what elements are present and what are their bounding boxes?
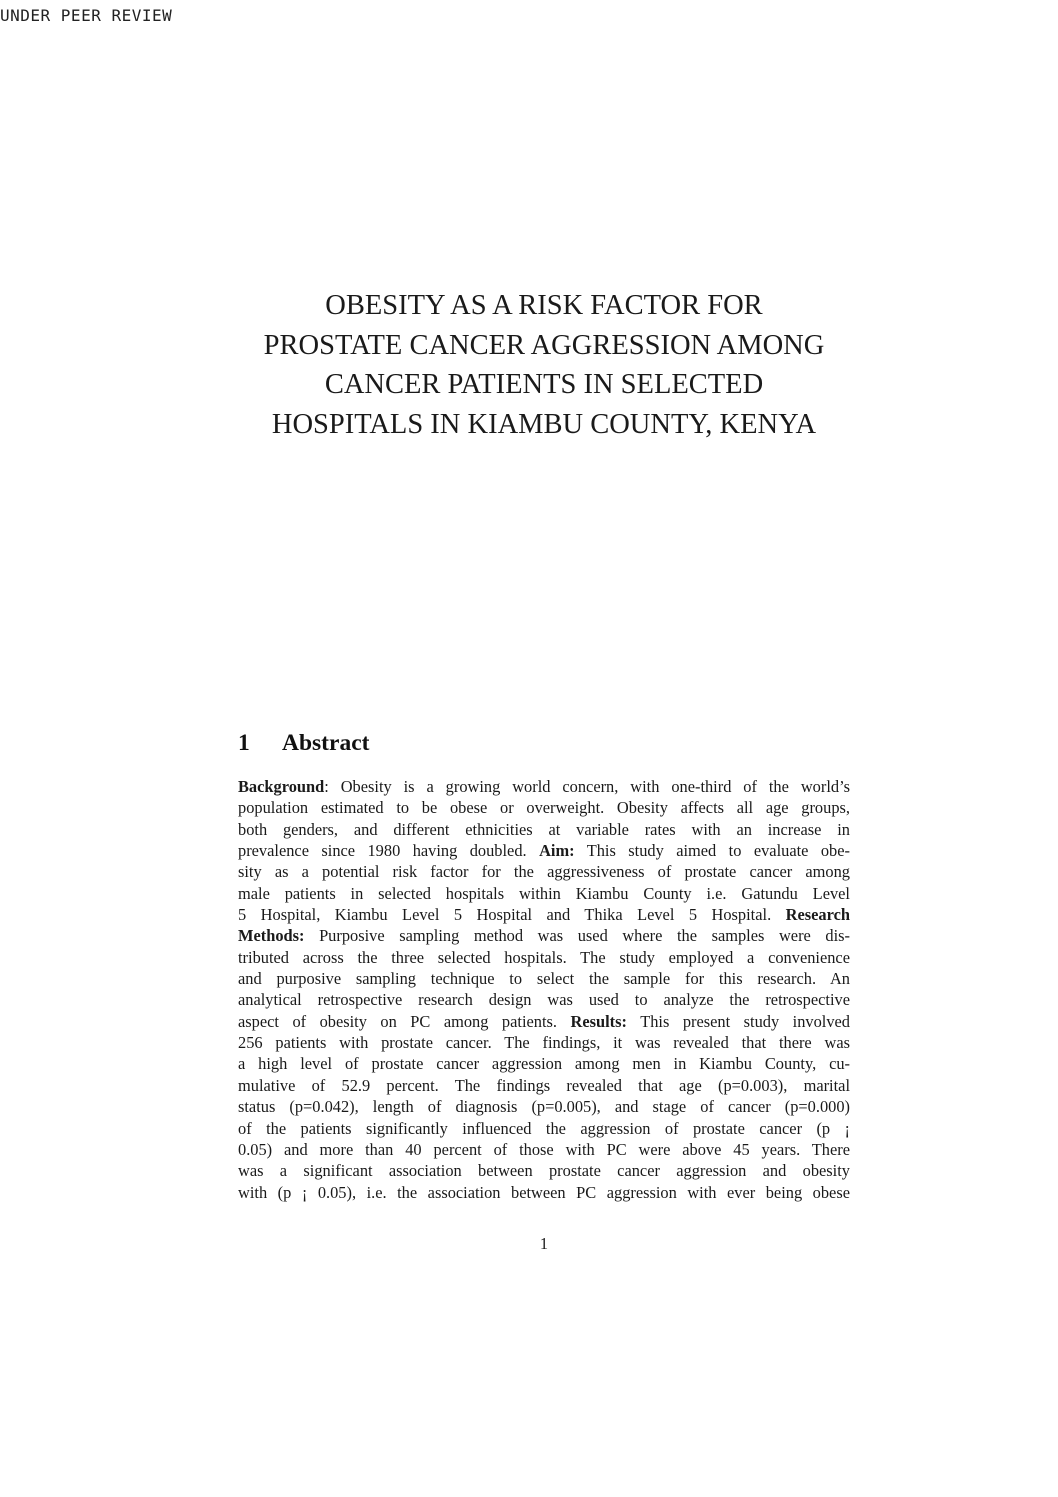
abstract-line: and purposive sampling technique to select the sample for this research. An [238,969,850,989]
label-background: Background [238,777,325,796]
section-number: 1 [238,730,250,756]
abstract-line [238,1011,850,1032]
abstract-line: was a significant association between prostate cancer aggression and obesity [238,1161,850,1181]
page-number: 1 [539,1234,549,1253]
abstract-text: This present study involved [640,1011,850,1031]
abstract-line: status (p=0.042), length of diagnosis (p=0.005), and stage of cancer (p=0.000) [238,1097,850,1117]
abstract-line [238,776,850,797]
abstract-line: sity as a potential risk factor for the aggressiveness of prostate cancer among [238,862,850,882]
abstract-text: This study aimed to evaluate obe- [586,841,850,861]
abstract-text: Purposive sampling method was used where the samples were dis- [319,926,850,946]
abstract-text: prevalence since 1980 having doubled. [238,841,527,861]
abstract-line: mulative of 52.9 percent. The findings revealed that age (p=0.003), marital [238,1075,850,1095]
abstract-heading [238,730,369,757]
abstract-line: 256 patients with prostate cancer. The findings, it was revealed that there was [238,1033,850,1053]
label-results: Results: [570,1011,627,1031]
abstract-text: 5 Hospital, Kiambu Level 5 Hospital and Thika Level 5 Hospital. [238,905,772,925]
label-research: Research [785,905,850,925]
title-line-1: OBESITY AS A RISK FACTOR FOR [325,290,763,321]
abstract-line: population estimated to be obese or overweight. Obesity affects all age groups, [238,798,850,818]
section-title: Abstract [282,730,370,756]
title-line-3: CANCER PATIENTS IN SELECTED [324,369,764,400]
abstract-line [238,840,850,861]
abstract-line: tributed across the three selected hospitals. The study employed a convenience [238,947,850,967]
abstract-text: : Obesity is a growing world concern, with one-third of the world’s [324,777,850,796]
abstract-line: a high level of prostate cancer aggression among men in Kiambu County, cu- [238,1054,850,1074]
title-line-4: HOSPITALS IN KIAMBU COUNTY, KENYA [271,408,817,440]
abstract-line [238,925,850,946]
label-methods: Methods: [238,926,305,946]
abstract-line: male patients in selected hospitals within Kiambu County i.e. Gatundu Level [238,883,850,903]
abstract-text: aspect of obesity on PC among patients. [238,1011,558,1031]
abstract-line: analytical retrospective research design was used to analyze the retrospective [238,990,850,1010]
abstract-line: of the patients significantly influenced the aggression of prostate cancer (p ¡ [238,1118,850,1138]
abstract-line: with (p ¡ 0.05), i.e. the association between PC aggression with ever being obese [238,1182,850,1202]
title-line-2: PROSTATE CANCER AGGRESSION AMONG [263,329,825,361]
peer-review-watermark: UNDER PEER REVIEW [0,6,173,25]
abstract-line: 0.05) and more than 40 percent of those with PC were above 45 years. There [238,1139,850,1159]
abstract-paragraph [238,776,850,1203]
label-aim: Aim: [539,841,575,861]
paper-title [220,286,868,444]
abstract-line [238,904,850,925]
abstract-line: both genders, and different ethnicities at variable rates with an increase in [238,819,850,839]
